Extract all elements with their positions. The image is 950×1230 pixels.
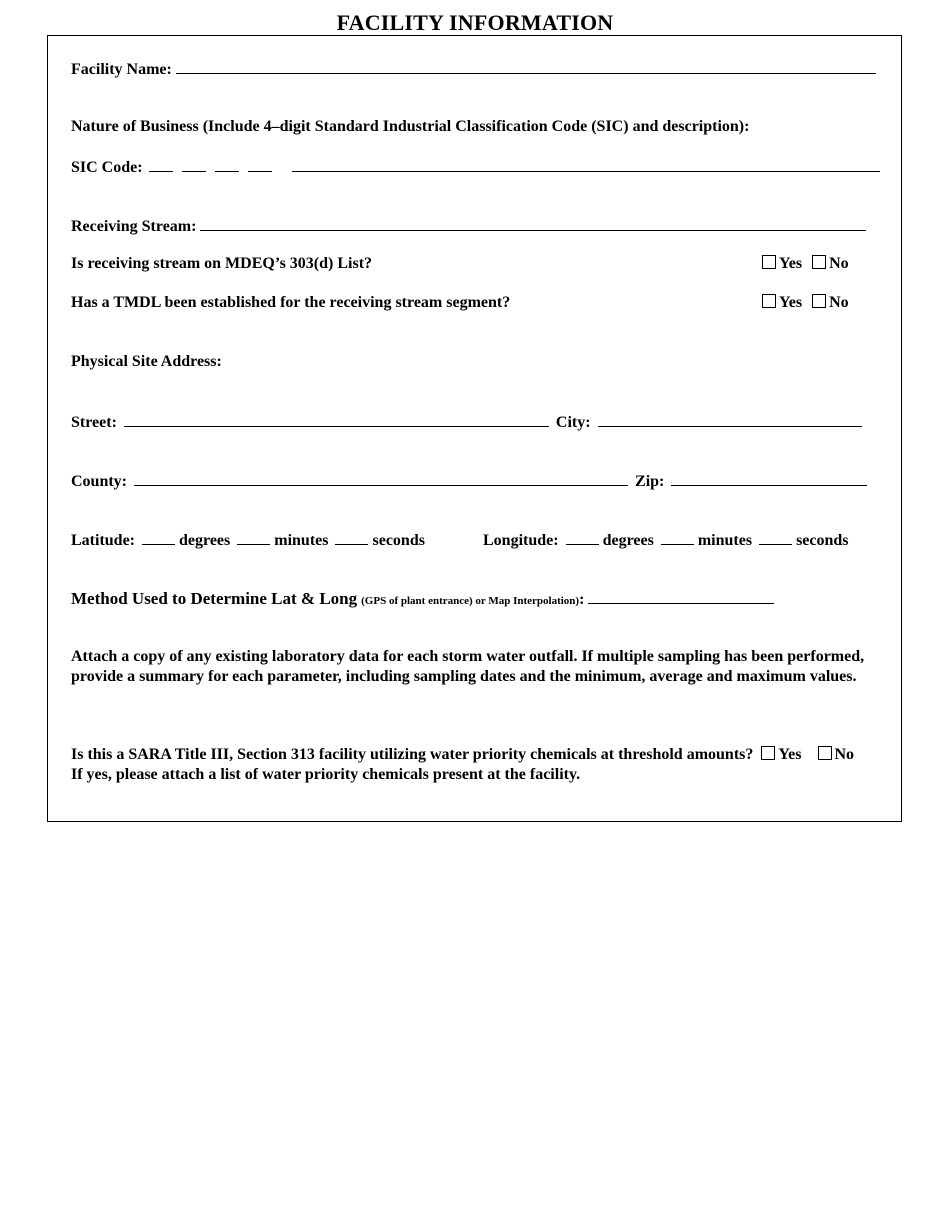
longitude-minutes-field[interactable] — [661, 529, 694, 545]
sic-digit-1-field[interactable] — [149, 156, 173, 172]
sic-digit-4-field[interactable] — [248, 156, 272, 172]
q-303d-yes-label: Yes — [779, 255, 803, 272]
q-303d-label: Is receiving stream on MDEQ’s 303(d) List? — [71, 255, 373, 272]
receiving-stream-field[interactable] — [200, 215, 866, 231]
sara-no-checkbox[interactable] — [818, 746, 832, 760]
sic-digit-2-field[interactable] — [182, 156, 206, 172]
receiving-stream-label: Receiving Stream: — [71, 218, 197, 235]
q-tmdl-yes-checkbox[interactable] — [762, 294, 776, 308]
latitude-degrees-field[interactable] — [142, 529, 175, 545]
q-tmdl-yes-label: Yes — [779, 294, 803, 311]
city-field[interactable] — [598, 411, 862, 427]
longitude-label: Longitude: — [483, 532, 559, 549]
latitude-seconds-label: seconds — [372, 532, 425, 549]
sara-followup: If yes, please attach a list of water priority chemicals present at the facility. — [71, 766, 581, 783]
q-tmdl-no-checkbox[interactable] — [812, 294, 826, 308]
page-title: FACILITY INFORMATION — [336, 10, 614, 35]
latitude-minutes-field[interactable] — [237, 529, 270, 545]
sara-question: Is this a SARA Title III, Section 313 facility utilizing water priority chemicals at threshold amounts? — [71, 746, 754, 763]
receiving-stream-row — [71, 215, 866, 237]
facility-name-field[interactable] — [176, 58, 876, 74]
county-zip-row — [71, 470, 867, 492]
method-note: (GPS of plant entrance) or Map Interpolation) — [361, 595, 580, 607]
sara-no-label: No — [834, 746, 855, 763]
street-city-row — [71, 411, 862, 433]
q-303d-yes-checkbox[interactable] — [762, 255, 776, 269]
physical-address-label: Physical Site Address: — [71, 353, 222, 370]
method-colon: : — [579, 591, 585, 608]
zip-field[interactable] — [671, 470, 867, 486]
sara-row — [71, 745, 854, 765]
sara-yes-label: Yes — [778, 746, 802, 763]
county-field[interactable] — [134, 470, 628, 486]
method-field[interactable] — [588, 588, 774, 604]
q-tmdl-options — [762, 293, 849, 313]
zip-label: Zip: — [635, 473, 665, 490]
longitude-seconds-field[interactable] — [759, 529, 792, 545]
method-row — [71, 588, 774, 611]
facility-name-row — [71, 58, 876, 80]
sara-yes-checkbox[interactable] — [761, 746, 775, 760]
city-label: City: — [555, 414, 591, 431]
q-303d-options — [762, 254, 849, 274]
longitude-seconds-label: seconds — [796, 532, 849, 549]
q-tmdl-no-label: No — [829, 294, 849, 311]
latitude-label: Latitude: — [71, 532, 135, 549]
sic-description-field[interactable] — [292, 156, 880, 172]
street-field[interactable] — [124, 411, 549, 427]
nature-of-business-label: Nature of Business (Include 4–digit Standard Industrial Classification Code (SIC) and description): — [71, 118, 750, 135]
longitude-minutes-label: minutes — [697, 532, 753, 549]
street-label: Street: — [71, 414, 117, 431]
attach-lab-data-text: Attach a copy of any existing laboratory data for each storm water outfall. If multiple sampling has been performed, provide a summary for each parameter, including sampling dates and the minimum, average and maximum values. — [71, 648, 865, 685]
longitude-row — [483, 529, 849, 551]
facility-name-label: Facility Name: — [71, 61, 172, 78]
q-tmdl-label: Has a TMDL been established for the receiving stream segment? — [71, 294, 511, 311]
latitude-row — [71, 529, 425, 551]
sic-digit-3-field[interactable] — [215, 156, 239, 172]
longitude-degrees-label: degrees — [602, 532, 654, 549]
county-label: County: — [71, 473, 128, 490]
method-label: Method Used to Determine Lat & Long — [71, 589, 358, 608]
sic-code-label: SIC Code: — [71, 159, 143, 176]
latitude-minutes-label: minutes — [274, 532, 329, 549]
longitude-degrees-field[interactable] — [566, 529, 599, 545]
latitude-seconds-field[interactable] — [335, 529, 368, 545]
latitude-degrees-label: degrees — [179, 532, 231, 549]
q-303d-no-label: No — [829, 255, 849, 272]
q-303d-no-checkbox[interactable] — [812, 255, 826, 269]
sic-code-row — [71, 156, 880, 178]
